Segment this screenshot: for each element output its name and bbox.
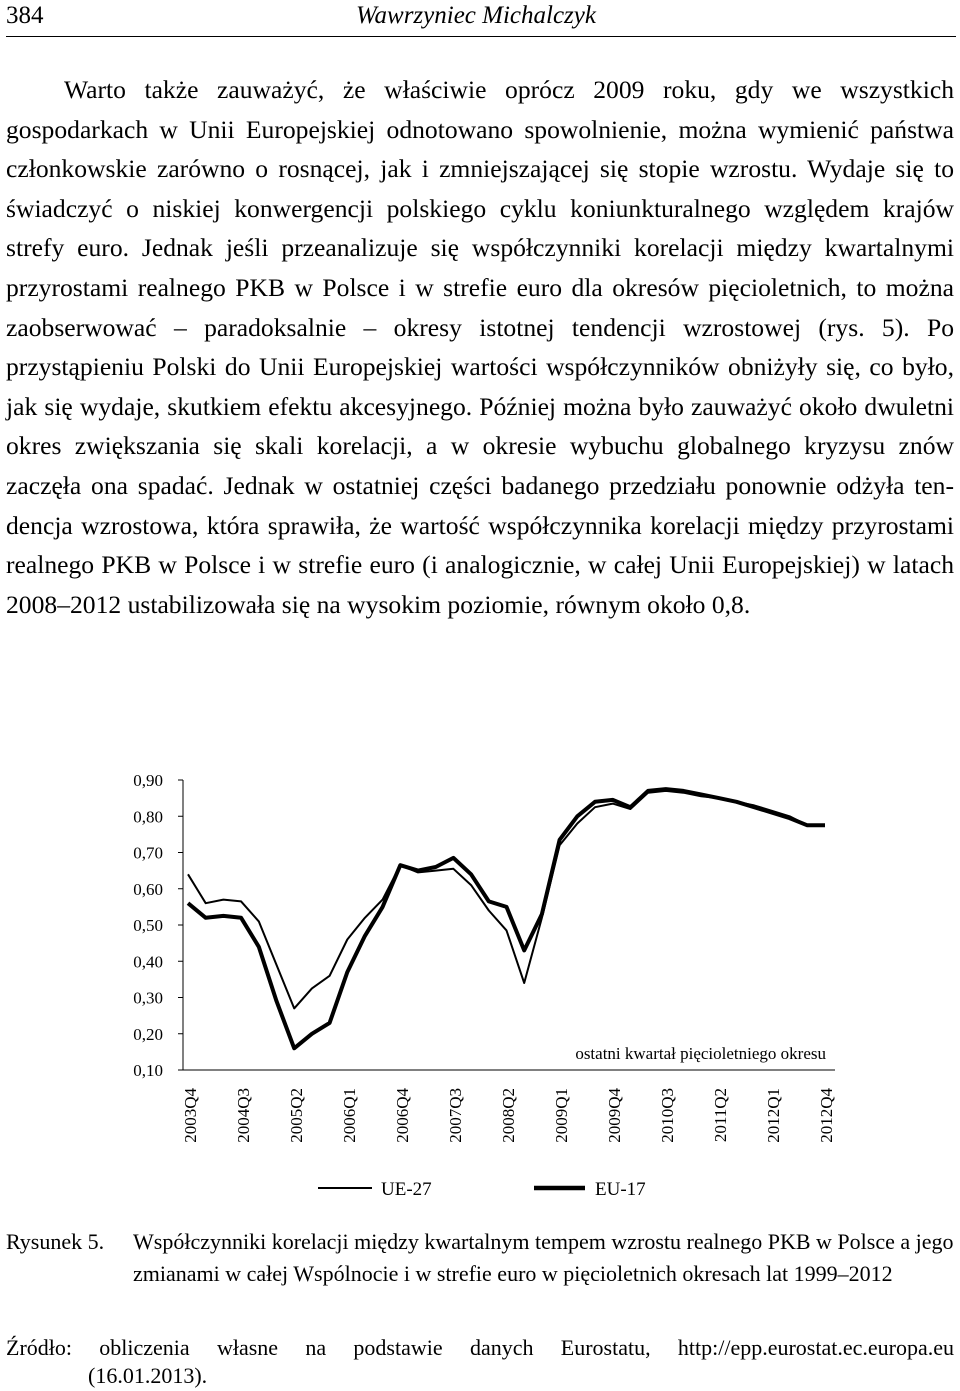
y-tick-label: 0,90: [133, 771, 163, 790]
y-tick-label: 0,30: [133, 988, 163, 1008]
legend-label-ue-27: UE-27: [381, 1179, 432, 1200]
y-tick-label: 0,70: [133, 843, 163, 863]
body-text: [6, 70, 954, 624]
series-line-eu-17: [188, 789, 825, 1048]
chart-annotation: ostatni kwartał pięcioletniego okresu: [575, 1044, 826, 1063]
x-tick-label: 2007Q3: [446, 1088, 465, 1143]
legend-label-eu-17: EU-17: [595, 1179, 646, 1200]
x-tick-label: 2009Q4: [605, 1088, 624, 1143]
correlation-chart: [0, 760, 960, 1220]
body-paragraph: Warto także zauważyć, że właściwie oprócz 2009 roku, gdy we wszystkich gospodarkach w Unii Europejskiej odnotowano spowolnienie, można wymienić państwa członkowskie zarówno o rosnącej, jak i zmniejszającej się stopie wzrostu. Wydaje się to świadczyć o niskiej konwergencji polskiego cyklu koniunkturalnego względem krajów strefy euro. Jednak jeśli przeanalizuje się współczynniki korelacji między kwartalnymi przyrostami realnego PKB w Polsce i w strefie euro dla okresów pięcioletnich, to można zaobserwować – paradoksalnie – okresy istotnej tendencji wzrostowej (rys. 5). Po przystąpieniu Polski do Unii Europejskiej wartości współczynników obniżyły się, co było, jak się wydaje, skutkiem efektu akcesyjnego. Później można było zauważyć około dwuletni okres zwiększania się skali korelacji, a w okresie wybuchu globalnego kryzysu znów zaczęła ona spadać. Jednak w ostatniej części badanego przedziału ponownie odżyła tendencja wzrostowa, która sprawiła, że wartość współczynnika korelacji między przyrostami realnego PKB w Polsce i w strefie euro (i analogicznie, w całej Unii Europejskiej) w latach 2008–2012 ustabilizowała się na wysokim poziomie, równym około 0,8.: [6, 75, 954, 619]
y-tick-label: 0,10: [133, 1061, 163, 1080]
x-tick-label: 2006Q4: [393, 1088, 412, 1143]
y-tick-label: 0,80: [133, 807, 163, 827]
figure-caption-text: Współczynniki korelacji między kwartalnym tempem wzrostu realnego PKB w Polsce a jego zmianami w całej Wspólnocie i w strefie euro w pięcioletnich okresach lat 1999–2012: [133, 1229, 954, 1286]
series-line-ue-27: [188, 791, 825, 1009]
x-tick-label: 2006Q1: [340, 1088, 359, 1143]
page-number: 384: [6, 2, 44, 29]
x-tick-label: 2012Q1: [764, 1088, 783, 1143]
x-tick-label: 2010Q3: [658, 1088, 677, 1143]
x-tick-label: 2004Q3: [234, 1088, 253, 1143]
source-note: Źródło: obliczenia własne na podstawie danych Eurostatu, http://epp.eurostat.ec.europa.eu: [6, 1335, 954, 1360]
x-tick-label: 2009Q1: [552, 1088, 571, 1143]
y-tick-label: 0,60: [133, 879, 163, 899]
x-tick-label: 2003Q4: [181, 1088, 200, 1143]
x-tick-label: 2011Q2: [711, 1088, 730, 1143]
source-note-date: (16.01.2013).: [88, 1363, 208, 1388]
y-tick-label: 0,20: [133, 1024, 163, 1044]
y-tick-label: 0,50: [133, 916, 163, 935]
running-head-author: Wawrzyniec Michalczyk: [356, 2, 596, 29]
y-tick-label: 0,40: [133, 952, 163, 972]
x-tick-label: 2008Q2: [499, 1088, 518, 1143]
figure-label: Rysunek 5.: [6, 1229, 105, 1254]
page-header: [6, 0, 956, 37]
x-tick-label: 2012Q4: [817, 1088, 836, 1143]
x-tick-label: 2005Q2: [287, 1088, 306, 1143]
